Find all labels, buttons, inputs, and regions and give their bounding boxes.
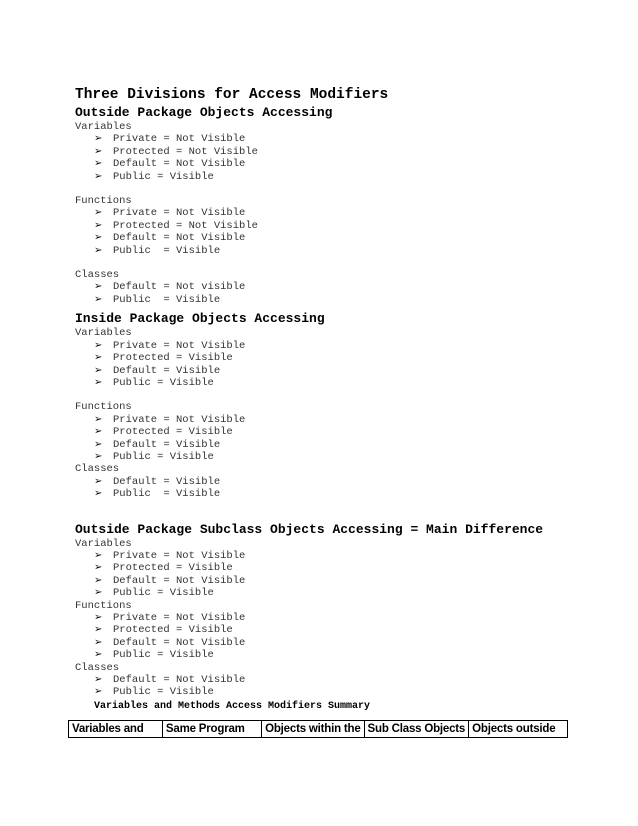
bullet-list [75,133,570,183]
list-item: ➢ Default = Not visible [94,281,246,294]
group-label-functions: Functions [75,401,132,414]
list-item: ➢ Private = Not Visible [94,612,246,624]
list-item: ➢ Public = Visible [94,376,214,389]
table-header-cell: Sub Class Objects [364,721,469,738]
bullet-list [75,476,570,501]
group-label-classes: Classes [75,269,120,282]
summary-table [68,720,568,738]
arrow-bullet-icon: ➢ [94,232,103,244]
list-item: ➢ Protected = Visible [94,426,233,439]
bullet-list [75,340,570,390]
summary-caption: Variables and Methods Access Modifiers Summary [94,700,371,712]
arrow-bullet-icon: ➢ [94,636,103,648]
arrow-bullet-icon: ➢ [94,426,103,438]
list-item: ➢ Default = Not Visible [94,574,246,587]
arrow-bullet-icon: ➢ [94,413,103,425]
list-item: ➢ Protected = Not Visible [94,145,258,158]
table-header-cell: Same Program [162,721,261,738]
list-item: ➢ Default = Visible [94,364,221,377]
list-item: ➢ Private = Not Visible [94,549,246,562]
list-item: ➢ Default = Not Visible [94,158,246,171]
group-label-functions: Functions [75,599,132,612]
list-item: ➢ Default = Not Visible [94,232,246,245]
list-item: ➢ Default = Not Visible [94,674,246,687]
list-item: ➢ Private = Not Visible [94,133,246,146]
bullet-list [75,281,570,306]
arrow-bullet-icon: ➢ [94,145,103,157]
arrow-bullet-icon: ➢ [94,219,103,231]
list-item: ➢ Default = Visible [94,438,221,451]
list-item: ➢ Public = Visible [94,488,221,501]
section-heading-outside-package: Outside Package Objects Accessing [75,105,333,120]
bullet-list [75,674,570,699]
bullet-list [75,207,570,257]
list-item: ➢ Private = Not Visible [94,339,246,352]
section-heading-inside-package: Inside Package Objects Accessing [75,311,325,327]
arrow-bullet-icon: ➢ [94,612,103,623]
arrow-bullet-icon: ➢ [94,170,103,182]
list-item: ➢ Protected = Visible [94,562,233,575]
bullet-list [75,414,570,464]
arrow-bullet-icon: ➢ [94,281,103,293]
arrow-bullet-icon: ➢ [94,549,103,561]
group-label-variables: Variables [75,327,132,340]
arrow-bullet-icon: ➢ [94,438,103,450]
list-item: ➢ Public = Visible [94,686,214,699]
list-item: ➢ Private = Not Visible [94,413,246,426]
list-item: ➢ Public = Visible [94,587,214,600]
arrow-bullet-icon: ➢ [94,475,103,487]
arrow-bullet-icon: ➢ [94,293,103,305]
arrow-bullet-icon: ➢ [94,674,103,686]
document-title: Three Divisions for Access Modifiers [75,87,389,103]
list-item: ➢ Default = Visible [94,475,221,488]
table-header-row [69,721,568,738]
group-label-classes: Classes [75,463,120,476]
list-item: ➢ Public = Visible [94,293,221,306]
list-item: ➢ Public = Visible [94,450,214,463]
arrow-bullet-icon: ➢ [94,376,103,388]
group-label-functions: Functions [75,195,132,208]
arrow-bullet-icon: ➢ [94,587,103,599]
arrow-bullet-icon: ➢ [94,574,103,586]
arrow-bullet-icon: ➢ [94,244,103,256]
arrow-bullet-icon: ➢ [94,649,103,661]
table-header-cell: Objects outside [469,721,568,738]
arrow-bullet-icon: ➢ [94,624,103,636]
list-item: ➢ Protected = Visible [94,624,233,637]
list-item: ➢ Public = Visible [94,649,214,662]
list-item: ➢ Public = Visible [94,244,221,257]
arrow-bullet-icon: ➢ [94,158,103,170]
group-label-variables: Variables [75,121,132,133]
arrow-bullet-icon: ➢ [94,339,103,351]
bullet-list [75,550,570,600]
arrow-bullet-icon: ➢ [94,450,103,462]
document-page [75,86,570,715]
list-item: ➢ Protected = Not Visible [94,219,258,232]
table-header-cell: Variables and [69,721,163,738]
bullet-list [75,612,570,662]
list-item: ➢ Private = Not Visible [94,207,246,220]
group-label-classes: Classes [75,661,120,674]
arrow-bullet-icon: ➢ [94,686,103,698]
arrow-bullet-icon: ➢ [94,133,103,145]
list-item: ➢ Public = Visible [94,170,214,183]
section-heading-outside-package-subclass: Outside Package Subclass Objects Accessing = Main Difference [75,521,544,537]
arrow-bullet-icon: ➢ [94,207,103,219]
list-item: ➢ Protected = Visible [94,352,233,365]
arrow-bullet-icon: ➢ [94,488,103,500]
arrow-bullet-icon: ➢ [94,562,103,574]
list-item: ➢ Default = Not Visible [94,636,246,649]
arrow-bullet-icon: ➢ [94,364,103,376]
arrow-bullet-icon: ➢ [94,352,103,364]
table-header-cell: Objects within the [262,721,364,738]
group-label-variables: Variables [75,537,132,550]
